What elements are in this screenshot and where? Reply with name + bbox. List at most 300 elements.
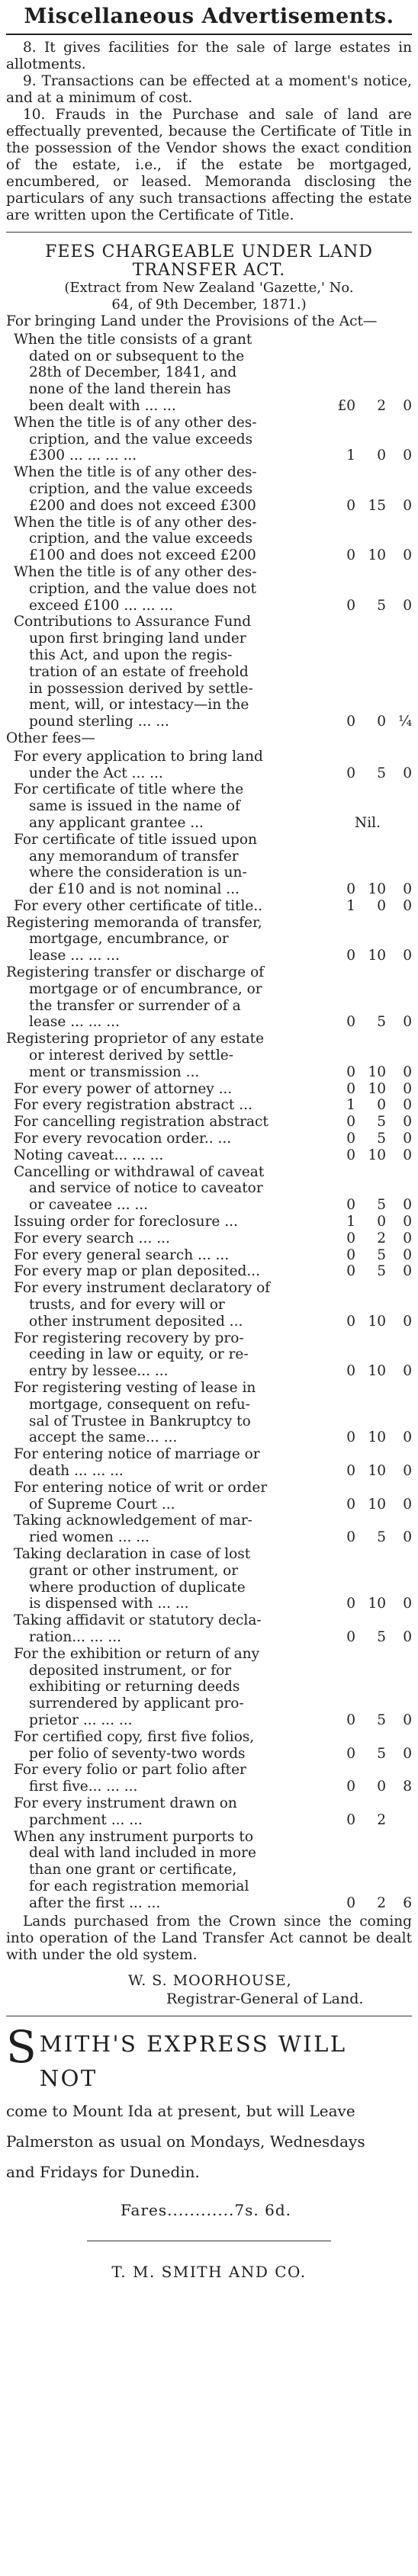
fee-description-line: where the consideration is un- <box>29 865 247 881</box>
fee-description-line: For every power of attorney ... <box>14 1080 233 1097</box>
fee-description-line: accept the same... ... <box>29 1429 178 1446</box>
fee-description-line: For the exhibition or return of any <box>14 1645 260 1662</box>
fee-row <box>6 1829 412 1912</box>
fee-pounds: 0 <box>346 1063 355 1080</box>
fee-amount <box>320 1330 412 1380</box>
fee-amount <box>320 515 412 564</box>
fee-shillings: 5 <box>377 1131 386 1147</box>
fee-description-line: deposited instrument, or for <box>29 1662 232 1679</box>
fee-description-line: where production of duplicate <box>29 1579 246 1596</box>
fee-description-line: Cancelling or withdrawal of caveat <box>14 1163 265 1180</box>
fee-description-line: Taking acknowledgement of mar- <box>14 1513 252 1529</box>
fee-row <box>6 1513 412 1546</box>
fee-shillings: 0 <box>377 448 386 464</box>
fee-description-line: mortgage or of encumbrance, or <box>29 980 262 997</box>
fee-pounds: 0 <box>346 597 355 614</box>
fee-amount <box>320 1280 412 1330</box>
fee-description-line: Registering transfer or discharge of <box>6 964 265 981</box>
fee-description-line: deal with land included in more <box>29 1845 256 1862</box>
fee-row <box>6 898 412 915</box>
fee-description-line: any applicant grantee ... <box>29 814 204 831</box>
fee-pounds: 0 <box>346 1429 355 1446</box>
fee-amount <box>320 1230 412 1247</box>
fee-description-line: Registering memoranda of transfer, <box>6 914 262 931</box>
fee-pence: 0 <box>403 1230 412 1246</box>
ad-firm: T. M. SMITH AND CO. <box>111 2262 307 2281</box>
fee-pounds: £0 <box>337 397 355 414</box>
fee-row <box>6 964 412 1031</box>
fee-amount <box>320 1114 412 1131</box>
fee-description-line: ried women ... ... <box>29 1529 150 1546</box>
fees-subtitle-line2: 64, of 9th December, 1871.) <box>111 297 307 313</box>
fees-table-other <box>6 749 412 1912</box>
fee-pounds: 1 <box>346 1214 355 1230</box>
fee-row <box>6 1380 412 1446</box>
fee-pence: 0 <box>403 1147 412 1163</box>
fee-description-line: For cancelling registration abstract <box>14 1114 268 1131</box>
fee-pounds: 0 <box>346 1263 355 1280</box>
fee-row <box>6 1081 412 1098</box>
fee-pounds: 1 <box>346 897 355 914</box>
fee-pounds: 0 <box>346 1496 355 1513</box>
fee-description-line: entry by lessee... ... <box>29 1363 169 1380</box>
fee-shillings: 0 <box>377 1779 386 1795</box>
ad-fares: Fares............7s. 6d. <box>121 2200 291 2219</box>
fee-description-line: For every folio or part folio after <box>14 1762 246 1779</box>
fee-description-line: ceeding in law or equity, or re- <box>29 1346 249 1363</box>
fee-description-line: mortgage, encumbrance, or <box>29 931 229 948</box>
fee-pounds: 0 <box>346 714 355 730</box>
fee-amount <box>320 1446 412 1480</box>
fee-shillings: 5 <box>377 1114 386 1131</box>
fee-amount <box>320 1031 412 1080</box>
fee-shillings: 5 <box>377 1529 386 1546</box>
fee-pence: 0 <box>403 1462 412 1479</box>
fee-shillings: 5 <box>377 1263 386 1280</box>
fee-row <box>6 1546 412 1612</box>
fee-description-line: £200 and does not exceed £300 <box>29 497 256 514</box>
fee-pence: 0 <box>403 1063 412 1080</box>
fee-description-line: exhibiting or returning deeds <box>29 1679 240 1695</box>
fee-description-line: mortgage, consequent on refu- <box>29 1396 250 1413</box>
fee-pence: 0 <box>403 1097 412 1114</box>
fee-nil: Nil. <box>355 814 381 831</box>
fee-shillings: 10 <box>368 547 386 564</box>
fee-amount <box>320 1762 412 1795</box>
fee-shillings: 10 <box>368 1147 386 1163</box>
fee-pence: 0 <box>403 497 412 514</box>
fee-pence: 0 <box>403 1263 412 1280</box>
fee-pence: 0 <box>403 1596 412 1612</box>
signature-block <box>6 1971 412 2008</box>
fee-description-line: for each registration memorial <box>29 1878 249 1894</box>
fee-description-line: other instrument deposited ... <box>29 1313 243 1330</box>
fee-amount <box>320 1546 412 1612</box>
fee-description-line: For entering notice of writ or order <box>14 1479 268 1496</box>
fee-row <box>6 564 412 614</box>
fee-description-line: is dispensed with ... ... <box>29 1596 189 1612</box>
fee-description-line: surrendered by applicant pro- <box>29 1695 244 1712</box>
fee-description-line: per folio of seventy-two words <box>29 1745 246 1762</box>
section-header: Miscellaneous Advertisements. <box>24 5 394 28</box>
fee-shillings: 5 <box>377 765 386 781</box>
fee-row <box>6 1114 412 1131</box>
fee-pence: 0 <box>403 448 412 464</box>
fee-amount <box>320 1513 412 1546</box>
fee-description-line: tration of an estate of freehold <box>29 663 249 680</box>
fee-description-line: For entering notice of marriage or <box>14 1446 260 1463</box>
signature-role: Registrar-General of Land. <box>166 1990 364 2007</box>
fee-pounds: 0 <box>346 1628 355 1645</box>
fee-amount <box>320 614 412 730</box>
fee-row <box>6 781 412 831</box>
fee-description-line: Contributions to Assurance Fund <box>14 614 252 630</box>
fee-shillings: 5 <box>377 1628 386 1645</box>
fee-description-line: Registering proprietor of any estate <box>6 1031 265 1047</box>
fee-row <box>6 1031 412 1080</box>
fee-shillings: 10 <box>368 881 386 898</box>
fee-description-line: first five... ... ... <box>29 1779 138 1795</box>
fee-amount <box>320 1729 412 1763</box>
fee-description-line: For certified copy, first five folios, <box>14 1728 255 1745</box>
fee-row <box>6 1612 412 1646</box>
fee-shillings: 2 <box>377 1811 386 1828</box>
fee-pounds: 0 <box>346 1197 355 1214</box>
fee-row <box>6 1164 412 1214</box>
fee-description-line: prietor ... ... ... <box>29 1711 133 1728</box>
fee-pence: 0 <box>403 547 412 564</box>
fee-description-line: When the title is of any other des- <box>14 514 257 531</box>
fee-row <box>6 1230 412 1247</box>
fee-row <box>6 749 412 782</box>
fee-amount <box>320 1263 412 1280</box>
fee-description-line: cription, and the value does not <box>29 580 256 597</box>
fee-description-line: For every search ... ... <box>14 1230 170 1246</box>
fee-pounds: 0 <box>346 1131 355 1147</box>
fee-description-line: der £10 and is not nominal ... <box>29 881 240 898</box>
fee-amount <box>320 564 412 614</box>
fee-amount <box>320 1081 412 1098</box>
fee-description-line: £300 ... ... ... ... <box>29 448 137 464</box>
fee-shillings: 10 <box>368 1063 386 1080</box>
fee-description-line: of Supreme Court ... <box>29 1496 175 1513</box>
fee-row <box>6 332 412 415</box>
fee-pence: 0 <box>403 1529 412 1546</box>
fee-shillings: 10 <box>368 1429 386 1446</box>
fee-pounds: 0 <box>346 1014 355 1031</box>
fee-shillings: 0 <box>377 1097 386 1114</box>
fee-row <box>6 1263 412 1280</box>
ad-first-line <box>6 2020 412 2096</box>
fee-amount <box>320 781 412 831</box>
fee-description-line: death ... ... ... <box>29 1462 124 1479</box>
fee-description-line: Noting caveat... ... ... <box>14 1147 164 1163</box>
fee-description-line: and service of notice to caveator <box>29 1180 263 1197</box>
ad-dropcap: S <box>6 2020 37 2073</box>
fee-pence: 0 <box>403 1429 412 1446</box>
fee-description-line: ment, will, or intestacy—in the <box>29 697 249 714</box>
fee-description-line: exceed £100 ... ... ... <box>29 597 174 614</box>
fee-pence: 0 <box>403 1313 412 1330</box>
fee-row <box>6 1446 412 1480</box>
fee-amount <box>320 1131 412 1147</box>
fee-shillings: 10 <box>368 948 386 964</box>
fee-pounds: 0 <box>346 547 355 564</box>
fee-row <box>6 1646 412 1729</box>
fee-shillings: 10 <box>368 1496 386 1513</box>
fee-pence: 0 <box>403 1214 412 1230</box>
fees-title-line2: TRANSFER ACT. <box>132 261 286 280</box>
fee-description-line: For certificate of title issued upon <box>14 831 257 848</box>
fee-amount <box>320 332 412 415</box>
fee-description-line: For every general search ... ... <box>14 1246 230 1263</box>
fee-row <box>6 1247 412 1264</box>
fee-row <box>6 1097 412 1114</box>
fee-amount <box>320 1480 412 1513</box>
fee-row <box>6 1280 412 1330</box>
fee-amount <box>320 964 412 1031</box>
fee-pounds: 0 <box>346 1080 355 1097</box>
fees-table-provisions <box>6 332 412 730</box>
fee-pence: 0 <box>403 397 412 414</box>
fee-pence: 0 <box>403 1496 412 1513</box>
fee-amount <box>320 832 412 898</box>
fee-description-line: Taking affidavit or statutory decla- <box>14 1612 262 1629</box>
fee-description-line: cription, and the value exceeds <box>29 531 253 547</box>
fee-shillings: 10 <box>368 1363 386 1380</box>
fee-row <box>6 832 412 898</box>
smith-express-ad <box>6 2020 412 2287</box>
fee-pence: 0 <box>403 1197 412 1214</box>
fee-pounds: 0 <box>346 1779 355 1795</box>
divider-rule <box>6 232 412 233</box>
fee-shillings: 5 <box>377 1745 386 1762</box>
intro-paragraph: 10. Frauds in the Purchase and sale of land are effectually prevented, because the Certificate of Title in the possession of the Vendor shows the exact condition of the estate, i.e., if the estate be mortgaged, encumbered, or leased. Memoranda disclosing the particulars of any such transactions affecting the estate are written upon the Certificate of Title. <box>6 107 412 223</box>
fee-description-line: the transfer or surrender of a <box>29 997 241 1014</box>
fee-description-line: For every instrument declaratory of <box>14 1280 271 1297</box>
fee-pounds: 0 <box>346 1147 355 1163</box>
ad-line3: Palmerston as usual on Mondays, Wednesdays <box>6 2132 365 2151</box>
fee-pounds: 1 <box>346 1097 355 1114</box>
fee-pounds: 0 <box>346 1529 355 1546</box>
fee-pounds: 0 <box>346 1711 355 1728</box>
fee-pounds: 0 <box>346 1596 355 1612</box>
fees-subtitle-line1: (Extract from New Zealand 'Gazette,' No. <box>64 280 354 296</box>
fee-description-line: For every map or plan deposited... <box>14 1263 261 1280</box>
header-rule <box>6 34 412 35</box>
fee-description-line: pound sterling ... ... <box>29 714 169 730</box>
fee-pounds: 0 <box>346 1363 355 1380</box>
fee-shillings: 5 <box>377 1246 386 1263</box>
fee-description-line: trusts, and for every will or <box>29 1297 225 1314</box>
fee-description-line: or interest derived by settle- <box>29 1047 233 1064</box>
fee-pence: 0 <box>403 765 412 781</box>
fee-description-line: For every instrument drawn on <box>14 1795 237 1811</box>
fee-row <box>6 1330 412 1380</box>
fee-shillings: 2 <box>377 397 386 414</box>
fee-amount <box>320 898 412 915</box>
fee-shillings: 15 <box>368 497 386 514</box>
fee-description-line: cription, and the value exceeds <box>29 480 253 497</box>
fee-pounds: 0 <box>346 497 355 514</box>
fee-amount <box>320 749 412 782</box>
fee-amount <box>320 1214 412 1230</box>
fee-pounds: 0 <box>346 1745 355 1762</box>
fee-row <box>6 1729 412 1763</box>
fee-shillings: 5 <box>377 597 386 614</box>
fee-description-line: lease ... ... ... <box>29 1014 120 1031</box>
fee-shillings: 10 <box>368 1596 386 1612</box>
intro-paragraphs <box>6 40 412 224</box>
fee-description-line: When the title consists of a grant <box>14 331 252 348</box>
fee-pence: 0 <box>403 948 412 964</box>
fee-row <box>6 1147 412 1164</box>
fee-amount <box>320 1097 412 1114</box>
fee-description-line: ration... ... ... <box>29 1628 121 1645</box>
fee-pounds: 0 <box>346 1313 355 1330</box>
fee-description-line: any memorandum of transfer <box>29 848 239 865</box>
fee-shillings: 0 <box>377 1214 386 1230</box>
fee-description-line: in possession derived by settle- <box>29 680 253 697</box>
fee-pounds: 0 <box>346 881 355 898</box>
fee-pence: 0 <box>403 1711 412 1728</box>
fee-pounds: 0 <box>346 1894 355 1911</box>
intro-paragraph: 8. It gives facilities for the sale of large estates in allotments. <box>6 40 412 72</box>
fee-pence: 0 <box>403 881 412 898</box>
fee-description-line: When any instrument purports to <box>14 1828 253 1845</box>
fee-shillings: 5 <box>377 1014 386 1031</box>
fee-pence: 0 <box>403 1246 412 1263</box>
fee-row <box>6 515 412 564</box>
fee-description-line: 28th of December, 1841, and <box>29 364 237 381</box>
fee-row <box>6 614 412 730</box>
fee-description-line: after the first ... ... <box>29 1894 161 1911</box>
fee-description-line: For every other certificate of title.. <box>14 897 263 914</box>
fee-amount <box>320 1380 412 1446</box>
fee-description-line: ment or transmission ... <box>29 1063 200 1080</box>
ad-line4: and Fridays for Dunedin. <box>6 2162 200 2181</box>
fee-description-line: When the title is of any other des- <box>14 414 257 431</box>
fee-pence: 0 <box>403 1363 412 1380</box>
fee-description-line: For registering vesting of lease in <box>14 1380 256 1396</box>
fee-pence: 0 <box>403 897 412 914</box>
fee-pence: 0 <box>403 597 412 614</box>
fees-heading-provisions: For bringing Land under the Provisions of the Act— <box>6 313 378 329</box>
fee-amount <box>320 415 412 464</box>
fee-pounds: 0 <box>346 1114 355 1131</box>
fee-description-line: Taking declaration in case of lost <box>14 1545 251 1562</box>
fee-description-line: cription, and the value exceeds <box>29 431 253 448</box>
fee-pence: 0 <box>403 1745 412 1762</box>
fee-shillings: 5 <box>377 1197 386 1214</box>
fee-pence: 0 <box>403 1080 412 1097</box>
fee-description-line: Issuing order for foreclosure ... <box>14 1214 238 1230</box>
fee-pence: 0 <box>403 1114 412 1131</box>
fee-description-line: For registering recovery by pro- <box>14 1330 244 1346</box>
fee-row <box>6 415 412 464</box>
fee-description-line: sal of Trustee in Bankruptcy to <box>29 1413 251 1429</box>
fee-pence: 8 <box>403 1779 412 1795</box>
fee-description-line: or caveatee ... ... <box>29 1197 149 1214</box>
intro-paragraph: 9. Transactions can be effected at a moment's notice, and at a minimum of cost. <box>6 73 412 106</box>
fee-shillings: 10 <box>368 1313 386 1330</box>
fee-shillings: 0 <box>377 897 386 914</box>
fee-row <box>6 1131 412 1147</box>
fee-description-line: grant or other instrument, or <box>29 1562 239 1579</box>
fee-pence: 0 <box>403 1628 412 1645</box>
fee-pence: 0 <box>403 1131 412 1147</box>
fee-description-line: For certificate of title where the <box>14 781 244 798</box>
fees-closing-note: Lands purchased from the Crown since the coming into operation of the Land Transfer Act cannot be dealt with under the old system. <box>6 1913 412 1963</box>
fee-amount <box>320 464 412 514</box>
ad-line2: come to Mount Ida at present, but will Leave <box>6 2101 355 2120</box>
fee-description-line: been dealt with ... ... <box>29 397 176 414</box>
fee-description-line: than one grant or certificate, <box>29 1862 237 1878</box>
fee-description-line: under the Act ... ... <box>29 765 163 781</box>
fee-description-line: same is issued in the name of <box>29 798 240 815</box>
fee-pounds: 0 <box>346 1230 355 1246</box>
fees-title-line1: FEES CHARGEABLE UNDER LAND <box>45 242 373 261</box>
fee-row <box>6 1795 412 1829</box>
fee-amount <box>320 1646 412 1729</box>
fee-description-line: dated on or subsequent to the <box>29 348 245 364</box>
fee-row <box>6 915 412 964</box>
fee-description-line: none of the land therein has <box>29 381 231 398</box>
fee-pounds: 1 <box>346 448 355 464</box>
fee-pence: 0 <box>403 1014 412 1031</box>
fee-pounds: 0 <box>346 1246 355 1263</box>
fee-pounds: 0 <box>346 1811 355 1828</box>
fee-pounds: 0 <box>346 1462 355 1479</box>
fee-row <box>6 1762 412 1795</box>
fee-description-line: For every application to bring land <box>14 748 263 765</box>
fee-description-line: this Act, and upon the regis- <box>29 646 233 663</box>
fee-shillings: 0 <box>377 714 386 730</box>
fee-shillings: 10 <box>368 1080 386 1097</box>
fee-description-line: For every registration abstract ... <box>14 1097 252 1114</box>
fee-amount <box>320 1612 412 1646</box>
fee-description-line: £100 and does not exceed £200 <box>29 547 256 564</box>
signature-name: W. S. MOORHOUSE, <box>128 1971 292 1989</box>
fee-amount <box>320 1164 412 1214</box>
fee-description-line: upon first bringing land under <box>29 630 246 647</box>
fee-amount <box>320 1147 412 1164</box>
newspaper-column <box>6 0 412 2287</box>
fee-pence: ¼ <box>398 714 412 730</box>
fee-description-line: When the title is of any other des- <box>14 563 257 580</box>
ad-headline: MITH'S EXPRESS WILL NOT <box>39 2030 347 2091</box>
fee-amount <box>320 915 412 964</box>
fee-shillings: 2 <box>377 1230 386 1246</box>
fee-row <box>6 464 412 514</box>
fee-description-line: lease ... ... ... <box>29 948 120 964</box>
fee-amount <box>320 1829 412 1912</box>
fee-shillings: 5 <box>377 1711 386 1728</box>
fee-shillings: 10 <box>368 1462 386 1479</box>
fee-description-line: For every revocation order.. ... <box>14 1131 232 1147</box>
fee-shillings: 2 <box>377 1894 386 1911</box>
fee-row <box>6 1480 412 1513</box>
fee-pounds: 0 <box>346 948 355 964</box>
fee-amount <box>320 1247 412 1264</box>
fees-heading-other: Other fees— <box>6 730 95 746</box>
fee-pounds: 0 <box>346 765 355 781</box>
fee-row <box>6 1214 412 1230</box>
fee-pence: 6 <box>403 1894 412 1911</box>
fee-description-line: When the title is of any other des- <box>14 464 257 481</box>
fee-amount <box>320 1795 412 1829</box>
fee-description-line: parchment ... ... <box>29 1811 143 1828</box>
